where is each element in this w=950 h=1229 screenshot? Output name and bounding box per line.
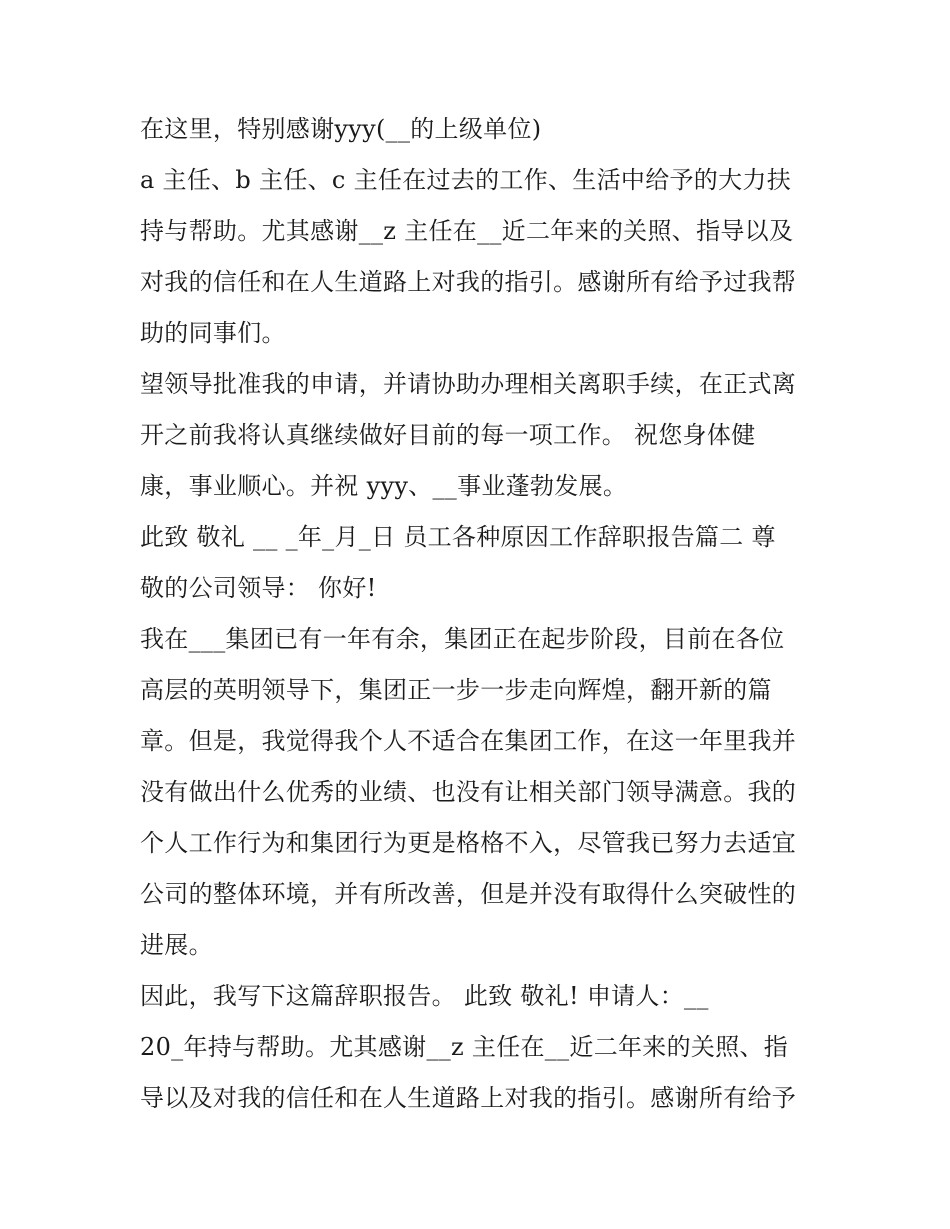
text-line: 我在___集团已有一年有余，集团正在起步阶段，目前在各位 — [140, 625, 785, 653]
text-line: 助的同事们。 — [140, 319, 286, 347]
text-line: 敬的公司领导： 你好! — [140, 574, 377, 602]
text-line: 在这里，特别感谢yyy(__的上级单位) — [140, 115, 542, 143]
text-line: 持与帮助。尤其感谢__z 主任在__近二年来的关照、指导以及 — [140, 217, 794, 245]
text-line: 导以及对我的信任和在人生道路上对我的指引。感谢所有给予 — [140, 1084, 797, 1112]
text-line: 个人工作行为和集团行为更是格格不入，尽管我已努力去适宜 — [140, 829, 797, 857]
text-line: 望领导批准我的申请，并请协助办理相关离职手续，在正式离 — [140, 370, 797, 398]
text-line: 章。但是，我觉得我个人不适合在集团工作，在这一年里我并 — [140, 727, 797, 755]
text-line: a 主任、b 主任、c 主任在过去的工作、生活中给予的大力扶 — [140, 166, 791, 194]
text-line: 高层的英明领导下，集团正一步一步走向辉煌，翻开新的篇 — [140, 676, 772, 704]
text-line: 公司的整体环境，并有所改善，但是并没有取得什么突破性的 — [140, 880, 797, 908]
text-line: 没有做出什么优秀的业绩、也没有让相关部门领导满意。我的 — [140, 778, 797, 806]
text-line: 因此，我写下这篇辞职报告。 此致 敬礼! 申请人：__ — [140, 982, 709, 1010]
text-line: 开之前我将认真继续做好目前的每一项工作。 祝您身体健 — [140, 421, 756, 449]
text-line: 进展。 — [140, 931, 213, 959]
text-line: 对我的信任和在人生道路上对我的指引。感谢所有给予过我帮 — [140, 268, 797, 296]
text-line: 康，事业顺心。并祝 yyy、__事业蓬勃发展。 — [140, 472, 628, 500]
text-line: 20_年持与帮助。尤其感谢__z 主任在__近二年来的关照、指 — [140, 1033, 789, 1061]
text-line: 此致 敬礼 __ _年_月_日 员工各种原因工作辞职报告篇二 尊 — [140, 523, 776, 551]
